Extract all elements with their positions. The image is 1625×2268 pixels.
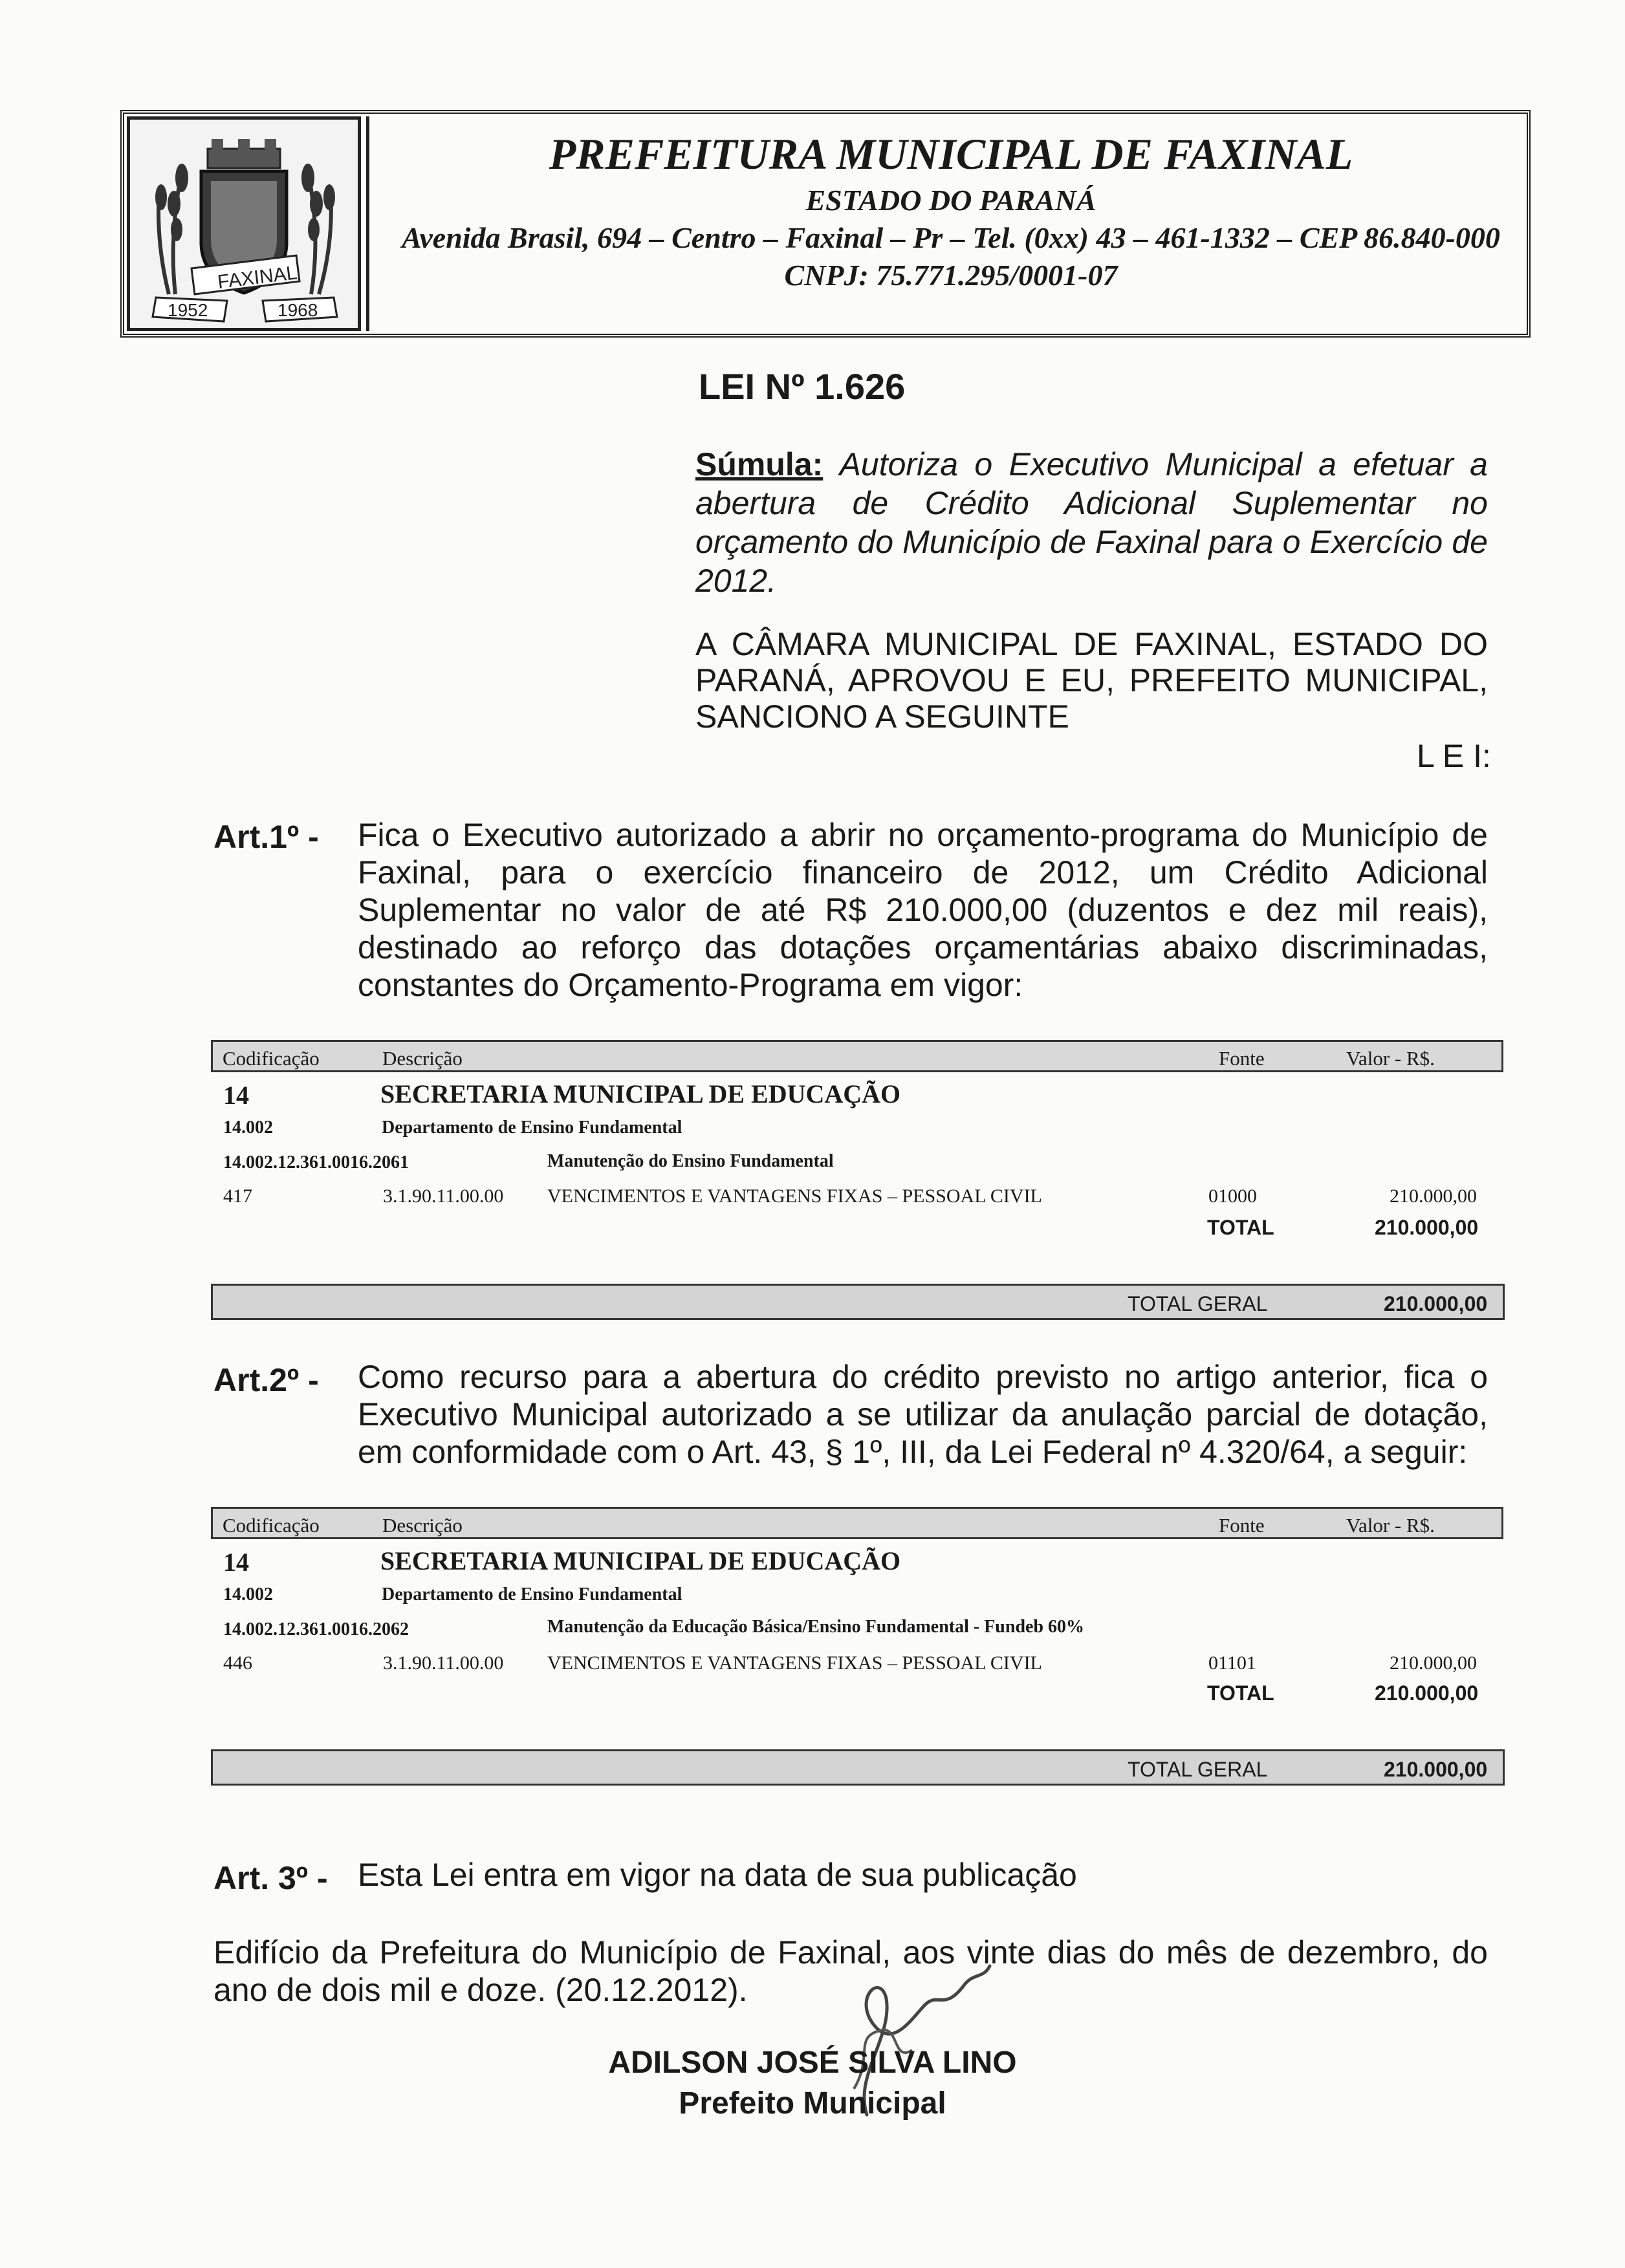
art3-label: Art. 3º - — [213, 1860, 328, 1896]
svg-text:FAXINAL: FAXINAL — [216, 262, 298, 294]
letterhead-text — [375, 126, 1527, 294]
secretaria-code: 14 — [223, 1081, 249, 1110]
row-descricao: VENCIMENTOS E VANTAGENS FIXAS – PESSOAL CIVIL — [547, 1652, 1042, 1674]
header-descricao: Descrição — [382, 1514, 463, 1537]
law-number: LEI Nº 1.626 — [699, 366, 906, 407]
sumula — [695, 445, 1488, 600]
total-label: TOTAL — [1207, 1681, 1274, 1705]
header-codificacao: Codificação — [223, 1047, 320, 1070]
table1-total-geral — [211, 1284, 1505, 1320]
sumula-text: Autoriza o Executivo Municipal a efetuar a abertura de Crédito Adicional Suplementar no orçamento do Município de Faxinal para o Exercício de 2012. — [695, 446, 1488, 599]
row-reduzido: 446 — [223, 1652, 252, 1674]
svg-text:1968: 1968 — [278, 300, 318, 320]
header-fonte: Fonte — [1219, 1514, 1265, 1537]
header-valor: Valor - R$. — [1346, 1514, 1435, 1537]
row-fonte: 01101 — [1208, 1652, 1256, 1674]
projeto-name: Manutenção do Ensino Fundamental — [547, 1151, 834, 1171]
address: Avenida Brasil, 694 – Centro – Faxinal – Pr – Tel. (0xx) 43 – 461-1332 – CEP 86.840-000 — [402, 221, 1500, 254]
total-geral-label: TOTAL GERAL — [1128, 1292, 1268, 1315]
row-valor: 210.000,00 — [1390, 1185, 1477, 1207]
row-reduzido: 417 — [223, 1185, 252, 1207]
total-label: TOTAL — [1207, 1216, 1274, 1239]
row-descricao: VENCIMENTOS E VANTAGENS FIXAS – PESSOAL CIVIL — [547, 1185, 1042, 1207]
municipality-title: PREFEITURA MUNICIPAL DE FAXINAL — [549, 129, 1353, 178]
total-value: 210.000,00 — [1375, 1216, 1479, 1239]
closing-statement: Edifício da Prefeitura do Município de Faxinal, aos vinte dias do mês de dezembro, do ano de dois mil e doze. (20.12.2012). — [213, 1934, 1488, 2008]
total-geral-value: 210.000,00 — [1384, 1758, 1488, 1781]
table2-header — [211, 1507, 1503, 1539]
art2-text: Como recurso para a abertura do crédito previsto no artigo anterior, fica o Executivo Municipal autorizado a se utilizar da anulação parcial de dotação, em conformidade com o Art. 43, § 1º, III, da Lei Federal nº 4.320/64, a seguir: — [358, 1359, 1488, 1470]
header-fonte: Fonte — [1219, 1047, 1265, 1070]
cnpj: CNPJ: 75.771.295/0001-07 — [784, 259, 1118, 292]
table1-header — [211, 1040, 1503, 1072]
header-descricao: Descrição — [382, 1047, 463, 1070]
total-geral-label: TOTAL GERAL — [1128, 1758, 1268, 1781]
lei-label: L E I: — [1417, 738, 1491, 774]
total-value: 210.000,00 — [1375, 1681, 1479, 1705]
camara-statement: A CÂMARA MUNICIPAL DE FAXINAL, ESTADO DO PARANÁ, APROVOU E EU, PREFEITO MUNICIPAL, SANCIONO A SEGUINTE — [695, 626, 1488, 735]
depto-name: Departamento de Ensino Fundamental — [382, 1584, 682, 1604]
projeto-code: 14.002.12.361.0016.2061 — [223, 1152, 409, 1172]
secretaria-name: SECRETARIA MUNICIPAL DE EDUCAÇÃO — [380, 1079, 901, 1108]
art2-label: Art.2º - — [213, 1362, 319, 1398]
row-elemento: 3.1.90.11.00.00 — [383, 1185, 504, 1207]
header-codificacao: Codificação — [223, 1514, 320, 1537]
letterhead-divider — [366, 116, 369, 331]
art1-text: Fica o Executivo autorizado a abrir no orçamento-programa do Município de Faxinal, para o exercício financeiro de 2012, um Crédito Adicional Suplementar no valor de até R$ 210.000,00 (duzentos e dez mil reais), destinado ao reforço das dotações orçamentárias abaixo discriminadas, constantes do Orçamento-Programa em vigor: — [358, 817, 1488, 1003]
depto-code: 14.002 — [223, 1118, 273, 1138]
depto-code: 14.002 — [223, 1584, 273, 1604]
secretaria-name: SECRETARIA MUNICIPAL DE EDUCAÇÃO — [380, 1546, 901, 1575]
art3-text: Esta Lei entra em vigor na data de sua publicação — [358, 1857, 1077, 1893]
total-geral-value: 210.000,00 — [1384, 1292, 1488, 1315]
signer-title: Prefeito Municipal — [679, 2086, 946, 2121]
header-valor: Valor - R$. — [1346, 1047, 1435, 1070]
state-name: ESTADO DO PARANÁ — [805, 184, 1096, 217]
depto-name: Departamento de Ensino Fundamental — [382, 1118, 682, 1138]
municipal-crest — [127, 116, 361, 331]
signer-name: ADILSON JOSÉ SILVA LINO — [608, 2046, 1017, 2080]
sumula-label: Súmula: — [695, 446, 823, 482]
art1-label: Art.1º - — [213, 819, 319, 855]
row-fonte: 01000 — [1208, 1185, 1257, 1207]
row-valor: 210.000,00 — [1390, 1652, 1477, 1674]
table2-total-geral — [211, 1749, 1505, 1786]
svg-text:1952: 1952 — [168, 300, 208, 320]
secretaria-code: 14 — [223, 1548, 249, 1577]
crest-icon — [130, 120, 358, 328]
row-elemento: 3.1.90.11.00.00 — [383, 1652, 504, 1674]
projeto-name: Manutenção da Educação Básica/Ensino Fundamental - Fundeb 60% — [547, 1617, 1085, 1637]
projeto-code: 14.002.12.361.0016.2062 — [223, 1619, 409, 1639]
